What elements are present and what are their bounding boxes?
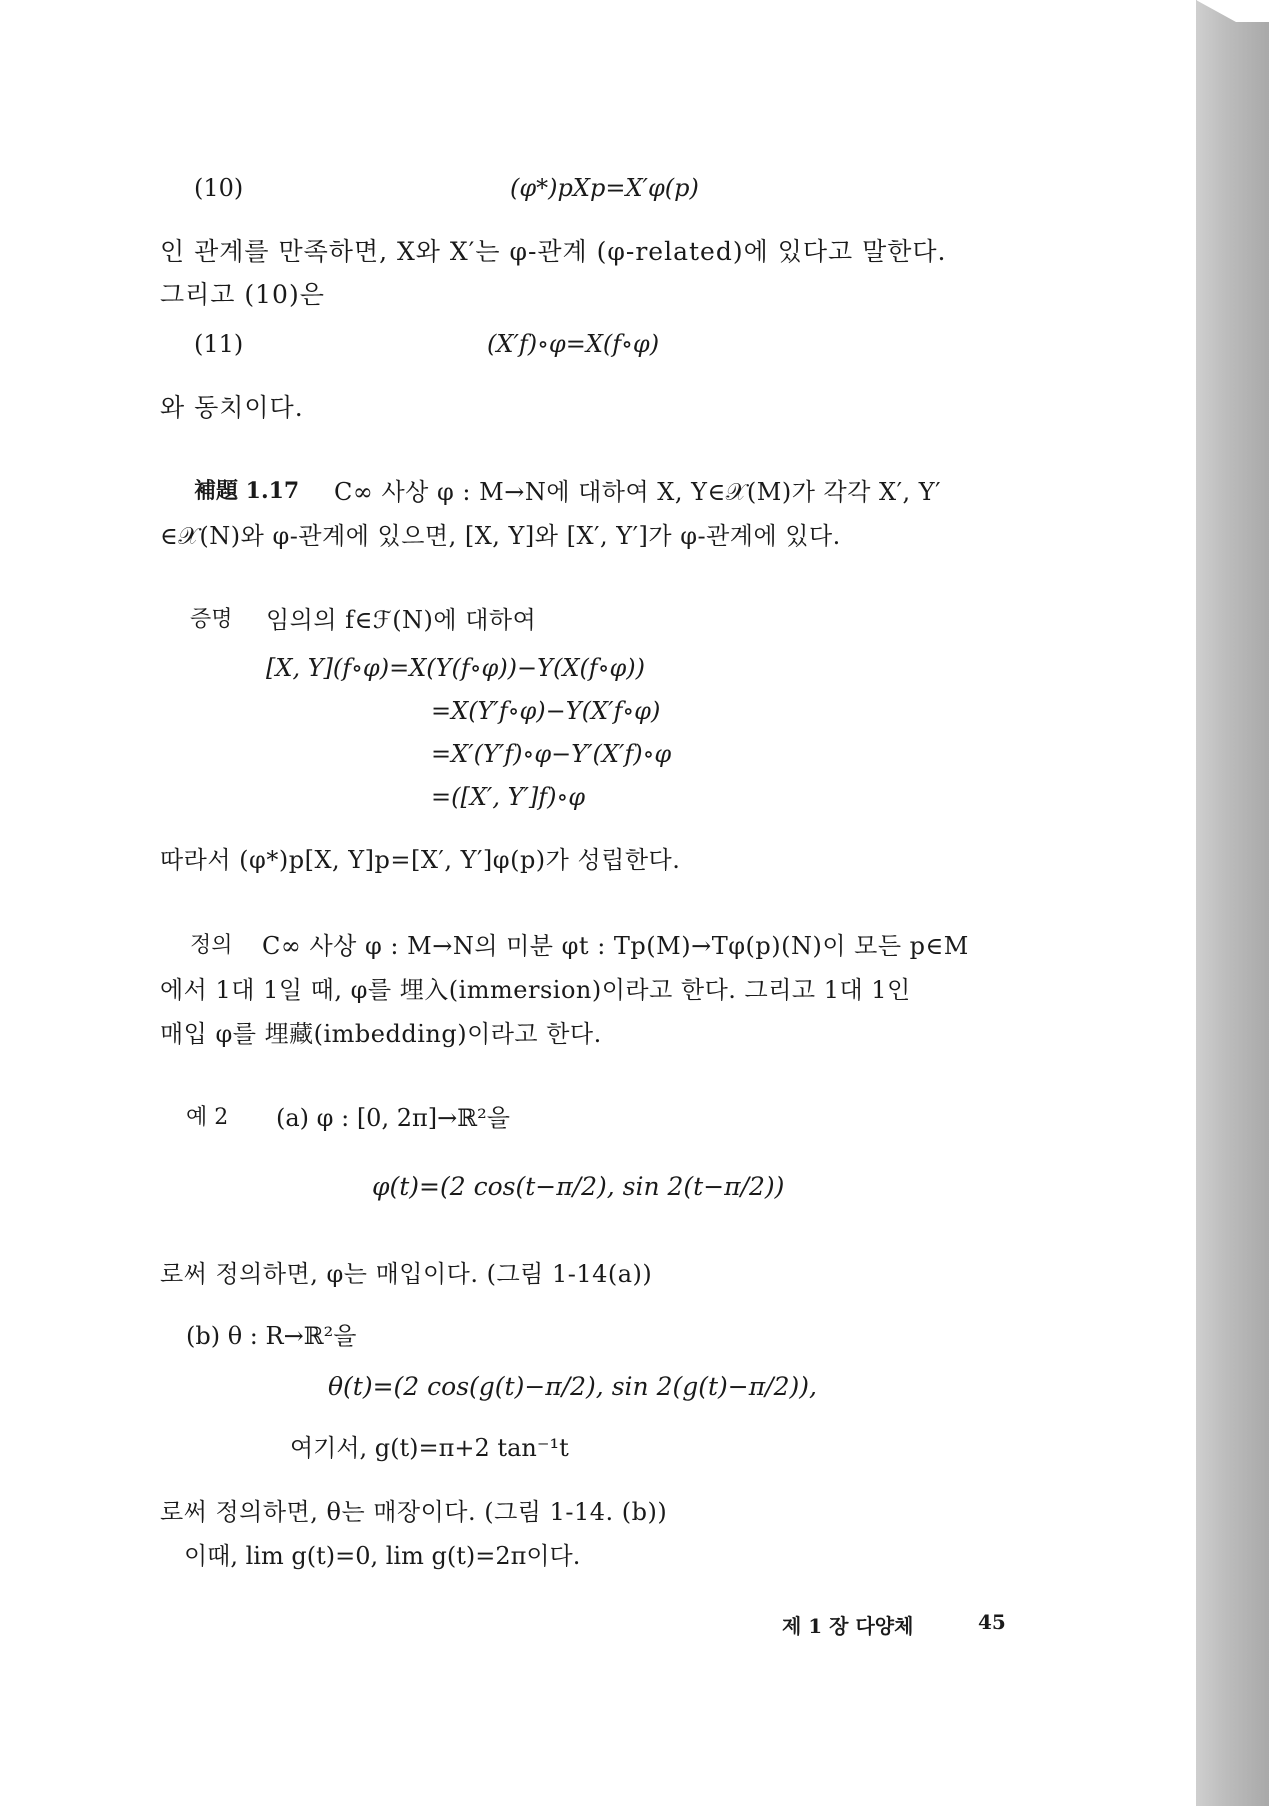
example-a-intro: (a) φ : [0, 2π]→ℝ²을 — [276, 1104, 510, 1132]
lemma-label: 補題 1.17 — [194, 478, 300, 504]
proof-conclusion: 따라서 (φ*)p[X, Y]p=[X′, Y′]φ(p)가 성립한다. — [160, 846, 681, 874]
proof-intro: 임의의 f∈ℱ(N)에 대하여 — [266, 606, 537, 634]
book-spine — [1196, 0, 1269, 1806]
proof-label: 증명 — [190, 607, 233, 632]
proof-eq3: =X′(Y′f)∘φ−Y′(X′f)∘φ — [431, 740, 672, 768]
example-b-formula: θ(t)=(2 cos(g(t)−π/2), sin 2(g(t)−π/2)), — [328, 1372, 817, 1401]
example-b-intro: (b) θ : R→ℝ²을 — [186, 1322, 357, 1350]
example-b-limits: 이때, lim g(t)=0, lim g(t)=2π이다. — [184, 1542, 581, 1570]
example-b-where: 여기서, g(t)=π+2 tan⁻¹t — [290, 1434, 569, 1462]
lemma-line2: ∈𝒳(N)와 φ-관계에 있으면, [X, Y]와 [X′, Y′]가 φ-관계에 있다. — [160, 522, 841, 550]
proof-eq4: =([X′, Y′]f)∘φ — [431, 783, 586, 811]
para1-line2: 그리고 (10)은 — [160, 280, 325, 309]
definition-line1: C∞ 사상 φ : M→N의 미분 φt : Tp(M)→Tφ(p)(N)이 모든 p∈M — [262, 932, 969, 960]
eq11-formula: (X′f)∘φ=X(f∘φ) — [487, 330, 660, 358]
para1-line1: 인 관계를 만족하면, X와 X′는 φ-관계 (φ-related)에 있다고 말한다. — [160, 237, 947, 266]
footer-page-number: 45 — [978, 1610, 1006, 1634]
proof-eq1: [X, Y](f∘φ)=X(Y(f∘φ))−Y(X(f∘φ)) — [266, 654, 645, 682]
eq10-number: (10) — [194, 174, 244, 202]
example-a-conclusion: 로써 정의하면, φ는 매입이다. (그림 1-14(a)) — [160, 1260, 653, 1288]
definition-label: 정의 — [190, 933, 233, 958]
footer-chapter: 제 1 장 다양체 — [782, 1614, 914, 1638]
eq11-number: (11) — [194, 330, 244, 358]
definition-line3: 매입 φ를 埋藏(imbedding)이라고 한다. — [160, 1020, 602, 1048]
example-label: 예 2 — [186, 1105, 229, 1130]
para2: 와 동치이다. — [160, 393, 304, 422]
proof-eq2: =X(Y′f∘φ)−Y(X′f∘φ) — [431, 697, 661, 725]
lemma-line1: C∞ 사상 φ : M→N에 대하여 X, Y∈𝒳(M)가 각각 X′, Y′ — [334, 478, 942, 506]
definition-line2: 에서 1대 1일 때, φ를 埋入(immersion)이라고 한다. 그리고 1대 1인 — [160, 976, 911, 1004]
eq10-formula: (φ*)pXp=X′φ(p) — [510, 174, 699, 202]
example-b-conclusion: 로써 정의하면, θ는 매장이다. (그림 1-14. (b)) — [160, 1498, 668, 1526]
example-a-formula: φ(t)=(2 cos(t−π/2), sin 2(t−π/2)) — [372, 1172, 785, 1201]
